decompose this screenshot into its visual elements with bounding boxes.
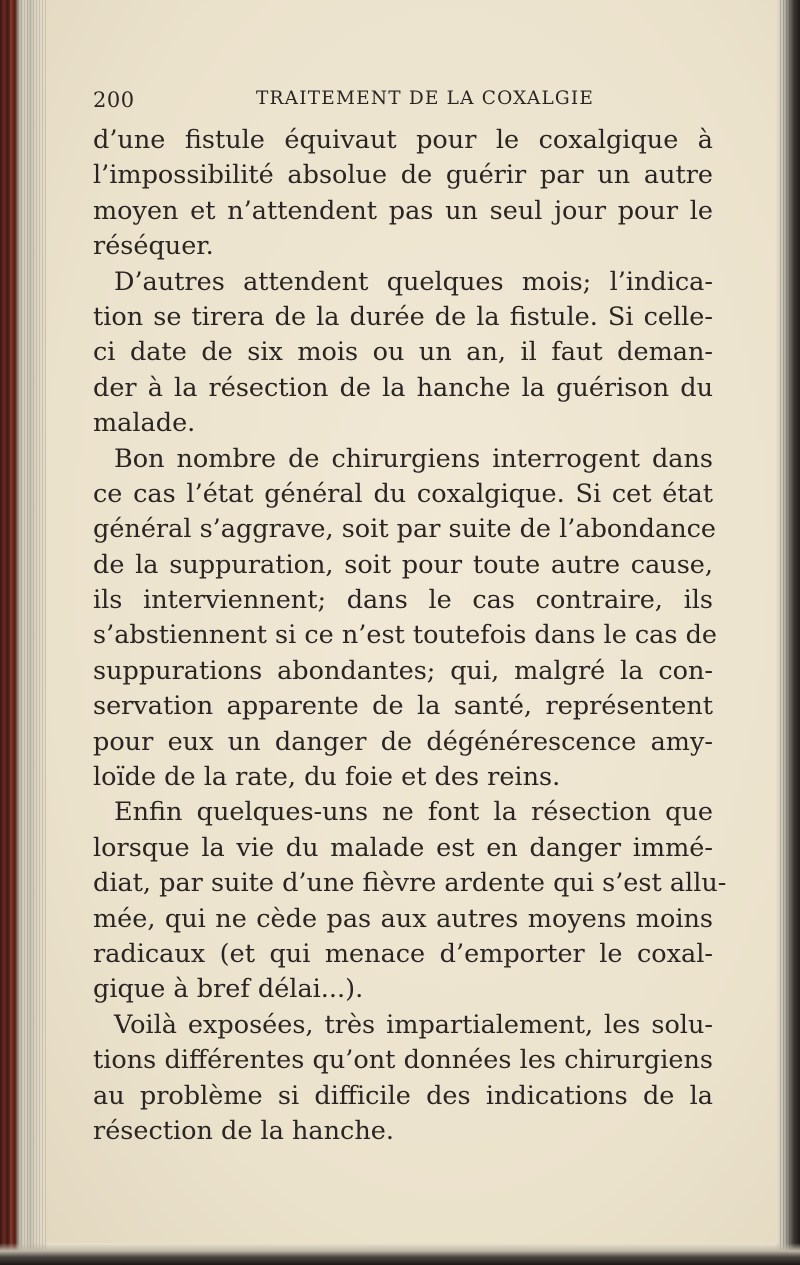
text-line: de la suppuration, soit pour toute autre cause, [93,549,713,580]
paragraph [93,795,727,1007]
text-line: diat, par suite d’une fièvre ardente qui s’est allu- [93,868,727,899]
text-line: der à la résection de la hanche la guérison du [93,372,713,403]
book-binding-left-edge [0,0,46,1265]
text-line: D’autres attendent quelques mois; l’indica- [114,266,713,297]
page-stack-right-edge [776,0,800,1265]
text-line: d’une fistule équivaut pour le coxalgique à [93,125,713,155]
paragraph [93,123,713,265]
paragraph [93,442,717,796]
running-title: TRAITEMENT DE LA COXALGIE [256,88,595,109]
text-line: pour eux un danger de dégénérescence amy- [93,726,713,757]
text-line: au problème si difficile des indications de la [93,1080,713,1111]
body-text [93,123,727,1149]
page-stack-bottom-edge [0,1243,800,1265]
text-line: Voilà exposées, très impartialement, les solu- [114,1009,713,1040]
text-line: malade. [93,408,196,439]
text-line: réséquer. [93,231,214,262]
text-line: loïde de la rate, du foie et des reins. [93,762,561,793]
text-line: l’impossibilité absolue de guérir par un autre [93,160,713,191]
text-line: gique à bref délai...). [93,974,364,1005]
text-line: mée, qui ne cède pas aux autres moyens moins [93,903,713,934]
text-line: Enfin quelques-uns ne font la résection que [114,797,713,828]
text-line: général s’aggrave, soit par suite de l’abondance [93,514,717,545]
text-line: résection de la hanche. [93,1115,394,1146]
text-line: lorsque la vie du malade est en danger immé- [93,832,713,863]
text-line: suppurations abondantes; qui, malgré la con- [93,655,713,686]
text-line: ils interviennent; dans le cas contraire, ils [93,585,713,616]
text-line: radicaux (et qui menace d’emporter le coxal- [93,938,713,969]
text-line: moyen et n’attendent pas un seul jour pour le [93,195,713,226]
paragraph [93,1008,713,1150]
paragraph [93,265,713,442]
text-line: s’abstiennent si ce n’est toutefois dans le cas de [93,620,717,651]
text-line: ci date de six mois ou un an, il faut deman- [93,337,713,368]
text-line: tions différentes qu’ont données les chirurgiens [93,1045,713,1076]
running-head [93,88,713,118]
text-line: tion se tirera de la durée de la fistule. Si celle- [93,301,713,332]
text-line: servation apparente de la santé, représentent [93,691,713,722]
text-line: ce cas l’état général du coxalgique. Si cet état [93,478,713,509]
page-number: 200 [93,88,135,112]
text-line: Bon nombre de chirurgiens interrogent dans [114,443,713,474]
